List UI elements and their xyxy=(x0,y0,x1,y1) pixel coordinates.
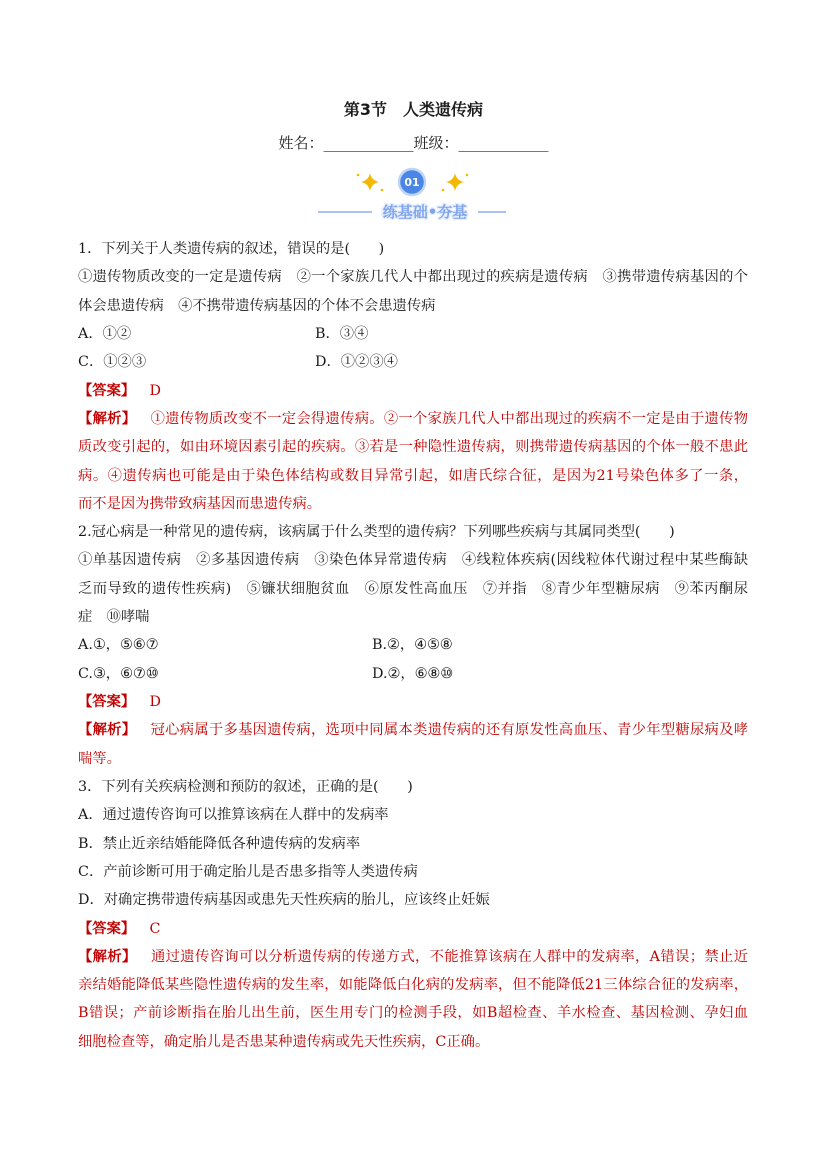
statement-line: ①遗传物质改变的一定是遗传病 ②一个家族几代人中都出现过的疾病是遗传病 ③携带遗传病基因的个 xyxy=(78,269,748,286)
analysis-line: 细胞检查等，确定胎儿是否患某种遗传病或先天性疾病，C正确。 xyxy=(78,1033,490,1050)
option-a: A.①，⑤⑥⑦ xyxy=(78,637,159,654)
analysis-label: 【解析】 xyxy=(78,410,137,427)
question-2 xyxy=(78,518,748,773)
question-stem: 3．下列有关疾病检测和预防的叙述，正确的是( ) xyxy=(78,778,413,795)
sparkle-dot xyxy=(357,174,360,177)
statement-line: 乏而导致的遗传性疾病) ⑤镰状细胞贫血 ⑥原发性高血压 ⑦并指 ⑧青少年型糖尿病 ⑨苯丙酮尿 xyxy=(78,580,748,597)
class-label: 班级： xyxy=(413,134,459,152)
analysis-label: 【解析】 xyxy=(78,722,137,739)
option-c: C．产前诊断可用于确定胎儿是否患多指等人类遗传病 xyxy=(78,863,418,880)
sparkle-dot xyxy=(466,174,469,177)
analysis-line: 喘等。 xyxy=(78,750,121,767)
question-stem: 2.冠心病是一种常见的遗传病，该病属于什么类型的遗传病？下列哪些疾病与其属同类型( ) xyxy=(78,524,675,541)
section-badge xyxy=(318,166,508,228)
analysis-line: 质改变引起的，如由环境因素引起的疾病。③若是一种隐性遗传病，则携带遗传病基因的个体一般不患此 xyxy=(78,439,748,456)
answer-line xyxy=(78,688,748,716)
answer-line xyxy=(78,377,748,405)
option-b: B．③④ xyxy=(315,325,369,342)
analysis-line: B错误；产前诊断指在胎儿出生前，医生用专门的检测手段，如B超检查、羊水检查、基因检测、孕妇血 xyxy=(78,1005,748,1022)
sparkle-icon xyxy=(446,173,464,191)
answer-label: 【答案】 xyxy=(78,694,136,710)
statement-line: 体会患遗传病 ④不携带遗传病基因的个体不会患遗传病 xyxy=(78,297,436,314)
option-c: C.③，⑥⑦⑩ xyxy=(78,665,159,682)
options-row xyxy=(78,631,748,659)
question-stem: 1．下列关于人类遗传病的叙述，错误的是( ) xyxy=(78,241,385,257)
name-blank: ____________ xyxy=(323,134,414,152)
analysis-line xyxy=(78,943,748,971)
answer-label: 【答案】 xyxy=(78,920,136,937)
option-d: D．对确定携带遗传病基因或患先天性疾病的胎儿，应该终止妊娠 xyxy=(78,892,490,909)
statement-line: 症 ⑩哮喘 xyxy=(78,609,150,626)
analysis-text: 冠心病属于多基因遗传病，选项中同属本类遗传病的还有原发性高血压、青少年型糖尿病及哮 xyxy=(150,722,748,739)
option-a: A．①② xyxy=(78,325,132,342)
sparkle-icon xyxy=(361,173,379,191)
name-label: 姓名： xyxy=(278,134,324,152)
badge-label: 练基础•夯基 xyxy=(382,203,468,221)
answer-value: D xyxy=(149,382,161,399)
option-c: C．①②③ xyxy=(78,354,147,371)
analysis-text: ①遗传物质改变不一定会得遗传病。②一个家族几代人中都出现过的疾病不一定是由于遗传物 xyxy=(150,410,748,427)
analysis-text: 通过遗传咨询可以分析遗传病的传递方式，不能推算该病在人群中的发病率，A错误；禁止近 xyxy=(150,948,748,965)
option-d: D．①②③④ xyxy=(315,354,398,371)
options-row xyxy=(78,348,748,376)
option-b: B．禁止近亲结婚能降低各种遗传病的发病率 xyxy=(78,835,361,852)
analysis-line: 而不是因为携带致病基因而患遗传病。 xyxy=(78,495,322,512)
question-1 xyxy=(78,235,748,518)
answer-line xyxy=(78,915,748,943)
class-blank: ____________ xyxy=(458,134,549,152)
question-3 xyxy=(78,773,748,1056)
sparkle-dot xyxy=(381,189,384,192)
analysis-label: 【解析】 xyxy=(78,948,137,965)
badge-number: 01 xyxy=(404,176,420,189)
section-title: 第3节 人类遗传病 xyxy=(343,100,484,119)
options-row xyxy=(78,660,748,688)
analysis-line xyxy=(78,405,748,433)
analysis-line: 亲结婚能降低某些隐性遗传病的发生率，如能降低白化病的发病率，但不能降低21三体综合征的发病率， xyxy=(78,977,748,994)
analysis-line: 病。④遗传病也可能是由于染色体结构或数目异常引起，如唐氏综合征，是因为21号染色体多了一条， xyxy=(78,467,748,484)
questions-body xyxy=(78,235,748,1056)
option-a: A．通过遗传咨询可以推算该病在人群中的发病率 xyxy=(78,807,389,824)
analysis-line xyxy=(78,716,748,744)
answer-label: 【答案】 xyxy=(78,382,136,399)
answer-value: C xyxy=(149,920,161,937)
option-d: D.②，⑥⑧⑩ xyxy=(372,665,454,682)
statement-line: ①单基因遗传病 ②多基因遗传病 ③染色体异常遗传病 ④线粒体疾病(因线粒体代谢过程中某些酶缺 xyxy=(78,552,748,569)
name-class-line xyxy=(0,132,827,154)
answer-value: D xyxy=(149,694,161,710)
options-row xyxy=(78,320,748,348)
option-b: B.②，④⑤⑧ xyxy=(372,637,453,654)
sparkle-dot xyxy=(442,189,445,192)
